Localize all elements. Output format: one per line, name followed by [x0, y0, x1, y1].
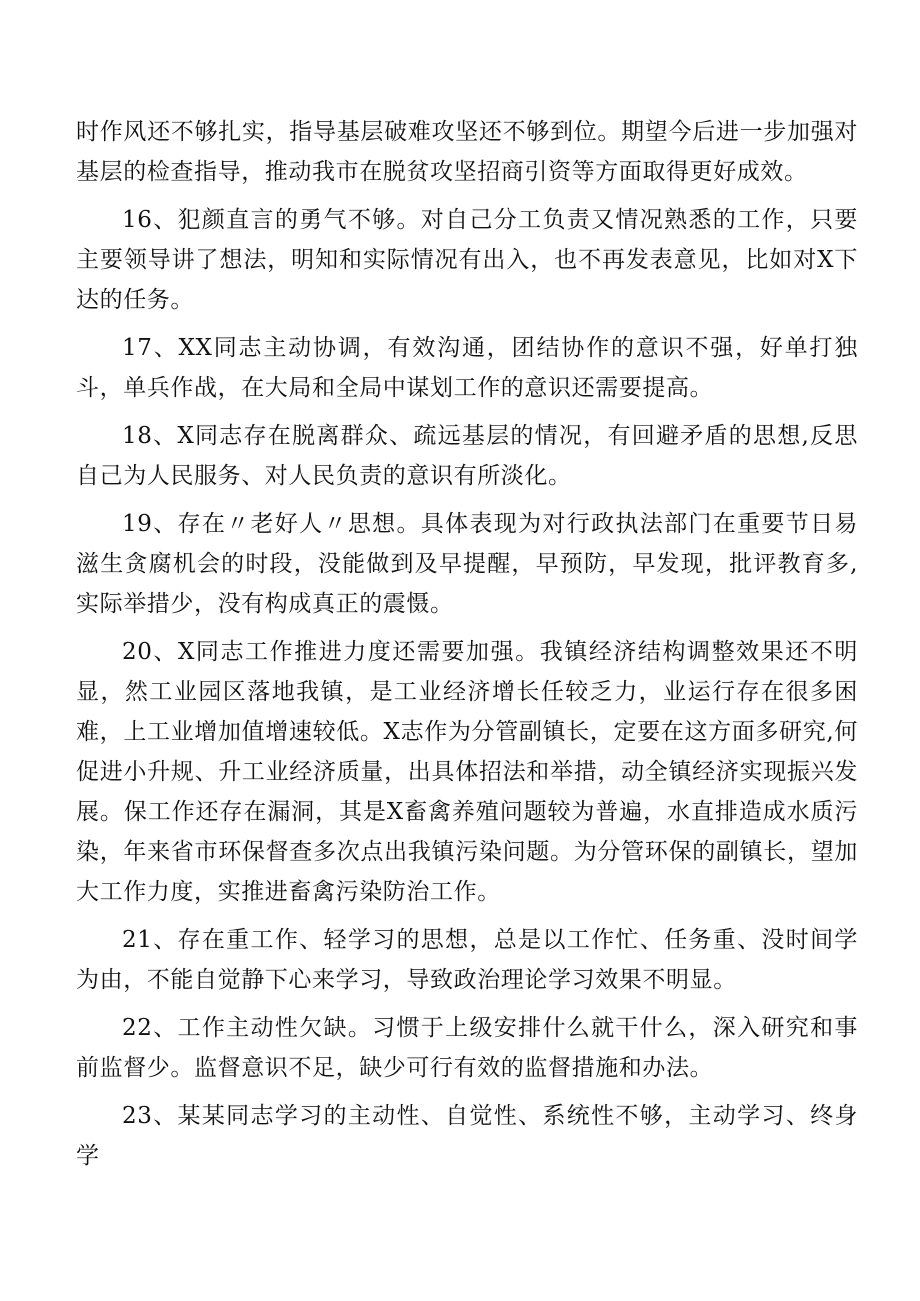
paragraph-item-16: 16、犯颜直言的勇气不够。对自己分工负责又情况熟悉的工作，只要主要领导讲了想法，明知和实际情况有出入，也不再发表意见，比如对X下达的任务。: [76, 207, 858, 313]
paragraph-item-20: 20、X同志工作推进力度还需要加强。我镇经济结构调整效果还不明显，然工业园区落地我镇，是工业经济增长任较乏力，业运行存在很多困难，上工业增加值增速较低。X志作为分管副镇长，定要在这方面多研究,何促进小升规、升工业经济质量，出具体招法和举措，动全镇经济实现振兴发展。保工作还存在漏洞，其是X畜禽养殖问题较为普遍，水直排造成水质污染，年来省市环保督查多次点出我镇污染问题。为分管环保的副镇长，望加大工作力度，实推进畜禽污染防治工作。: [76, 639, 858, 905]
paragraph-item-18: 18、X同志存在脱离群众、疏远基层的情况，有回避矛盾的思想,反思自己为人民服务、对人民负责的意识有所淡化。: [76, 423, 858, 489]
paragraph-item-22: 22、工作主动性欠缺。习惯于上级安排什么就干什么，深入研究和事前监督少。监督意识不足，缺少可行有效的监督措施和办法。: [76, 1015, 858, 1081]
paragraph-continuation: 时作风还不够扎实，指导基层破难攻坚还不够到位。期望今后进一步加强对基层的检查指导，推动我市在脱贫攻坚招商引资等方面取得更好成效。: [76, 119, 858, 185]
paragraph-item-17: 17、XX同志主动协调，有效沟通，团结协作的意识不强，好单打独斗，单兵作战，在大局和全局中谋划工作的意识还需要提高。: [76, 335, 858, 401]
paragraph-item-21: 21、存在重工作、轻学习的思想，总是以工作忙、任务重、没时间学为由，不能自觉静下心来学习，导致政治理论学习效果不明显。: [76, 927, 858, 993]
paragraph-item-19: 19、存在〃老好人〃思想。具体表现为对行政执法部门在重要节日易滋生贪腐机会的时段，没能做到及早提醒，早预防，早发现，批评教育多,实际举措少，没有构成真正的震慑。: [76, 511, 858, 617]
paragraph-item-23: 23、某某同志学习的主动性、自觉性、系统性不够，主动学习、终身学: [76, 1103, 858, 1169]
